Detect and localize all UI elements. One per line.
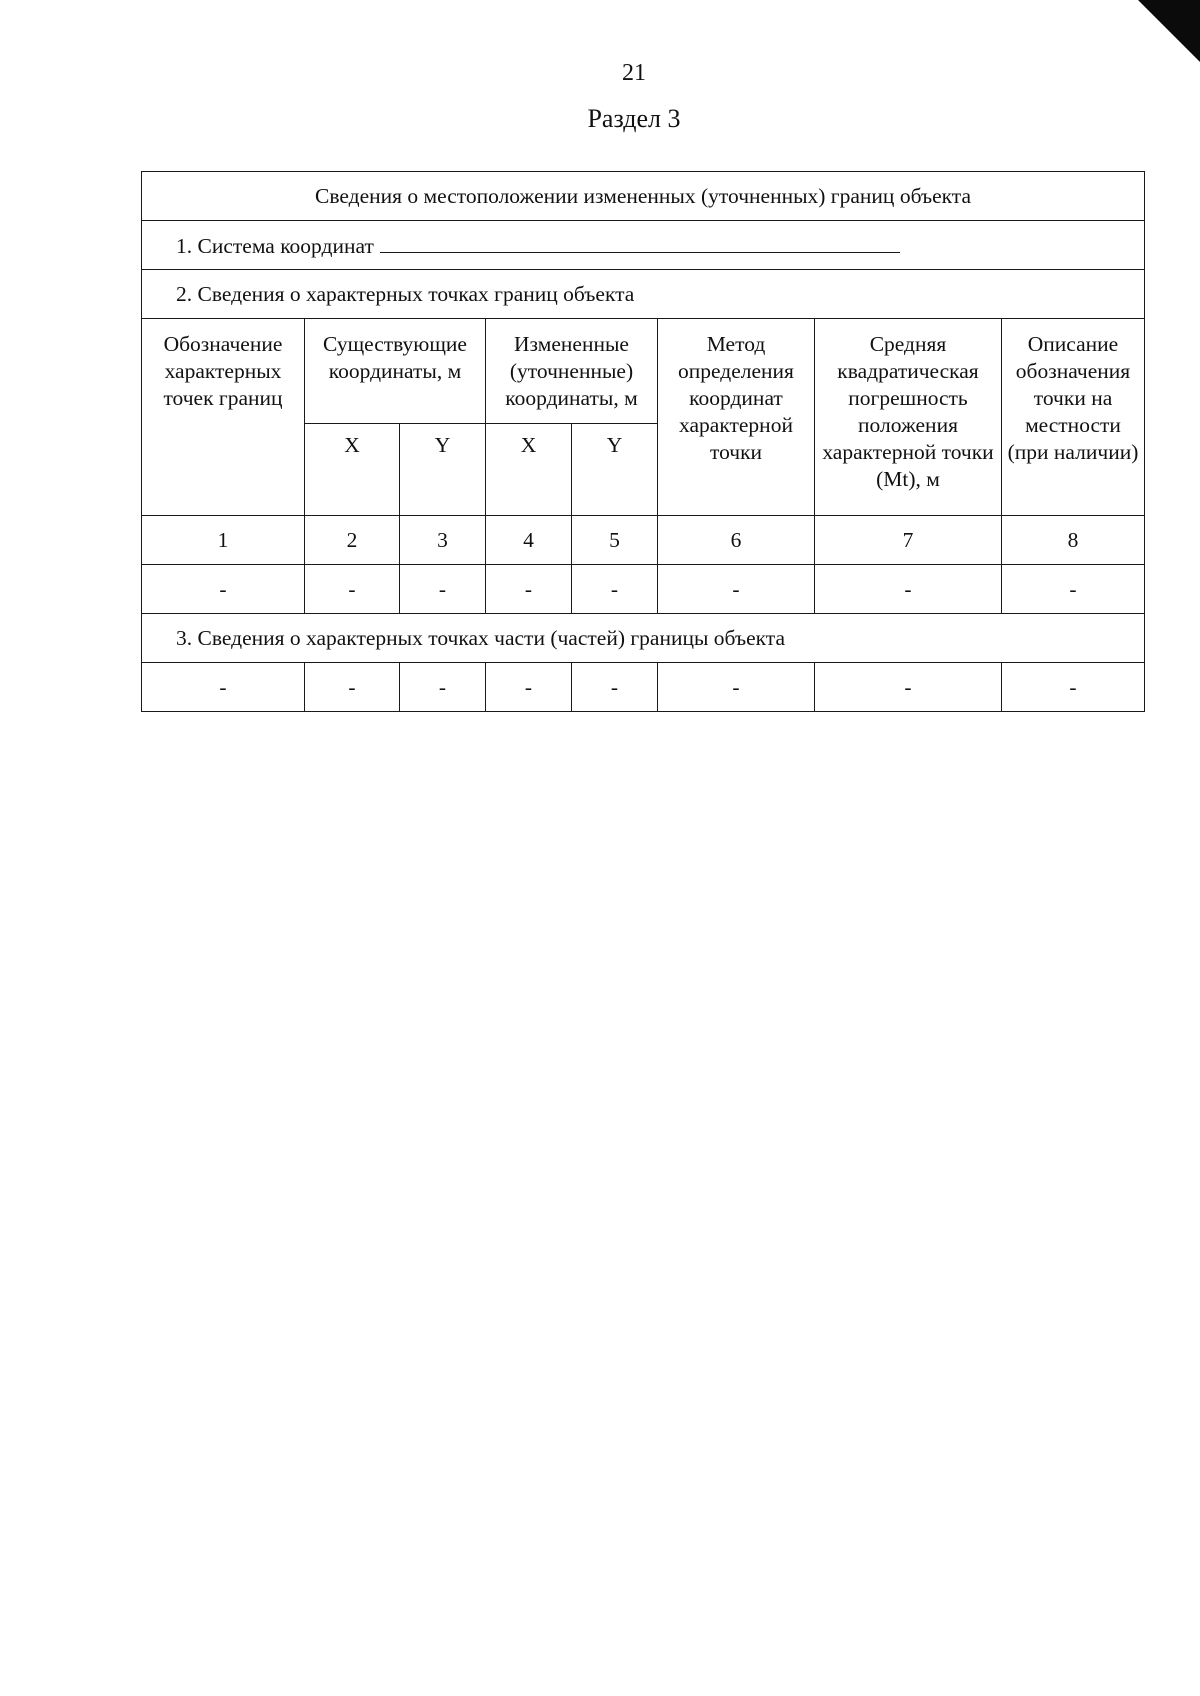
points-caption: 2. Сведения о характерных точках границ объекта [176, 281, 635, 306]
table-cell: - [572, 663, 658, 712]
column-number: 2 [305, 516, 400, 565]
table-cell: - [658, 565, 815, 614]
table-cell: - [400, 663, 486, 712]
table-cell: - [486, 565, 572, 614]
header-designation: Обозначение характерных точек границ [142, 319, 305, 516]
coordinate-system-blank-line [380, 230, 900, 253]
table-cell: - [1002, 565, 1145, 614]
column-numbers-row [142, 516, 1145, 565]
header-changed-y: Y [572, 424, 658, 516]
section-title: Раздел 3 [587, 104, 681, 133]
boundaries-table [141, 171, 1145, 712]
header-point-description: Описание обозначения точки на местности (при наличии) [1002, 319, 1145, 516]
table-cell: - [1002, 663, 1145, 712]
table-title: Сведения о местоположении измененных (уточненных) границ объекта [142, 172, 1145, 221]
header-existing-coordinates: Существующие координаты, м [305, 319, 486, 424]
table-cell: - [400, 565, 486, 614]
header-changed-x: X [486, 424, 572, 516]
column-number: 5 [572, 516, 658, 565]
table-row [142, 565, 1145, 614]
table-cell: - [658, 663, 815, 712]
parts-caption: 3. Сведения о характерных точках части (частей) границы объекта [176, 625, 785, 650]
table-cell: - [142, 663, 305, 712]
coordinate-system-row [142, 221, 1145, 270]
table-cell: - [572, 565, 658, 614]
header-changed-coordinates: Измененные (уточненные) координаты, м [486, 319, 658, 424]
header-existing-x: X [305, 424, 400, 516]
table-cell: - [305, 565, 400, 614]
table-cell: - [142, 565, 305, 614]
column-number: 8 [1002, 516, 1145, 565]
table-cell: - [305, 663, 400, 712]
table-cell: - [486, 663, 572, 712]
points-caption-row [142, 270, 1145, 319]
column-number: 3 [400, 516, 486, 565]
column-number: 6 [658, 516, 815, 565]
column-number: 4 [486, 516, 572, 565]
table-cell: - [815, 663, 1002, 712]
scan-corner-mark [1138, 0, 1200, 62]
table-row [142, 663, 1145, 712]
column-number: 1 [142, 516, 305, 565]
header-method: Метод определения координат характерной точки [658, 319, 815, 516]
header-existing-y: Y [400, 424, 486, 516]
table-cell: - [815, 565, 1002, 614]
parts-caption-row [142, 614, 1145, 663]
coordinate-system-label: 1. Система координат [176, 234, 374, 258]
page-number: 21 [622, 60, 646, 86]
column-number: 7 [815, 516, 1002, 565]
header-mean-square-error: Средняя квадратическая погрешность положения характерной точки (Mt), м [815, 319, 1002, 516]
